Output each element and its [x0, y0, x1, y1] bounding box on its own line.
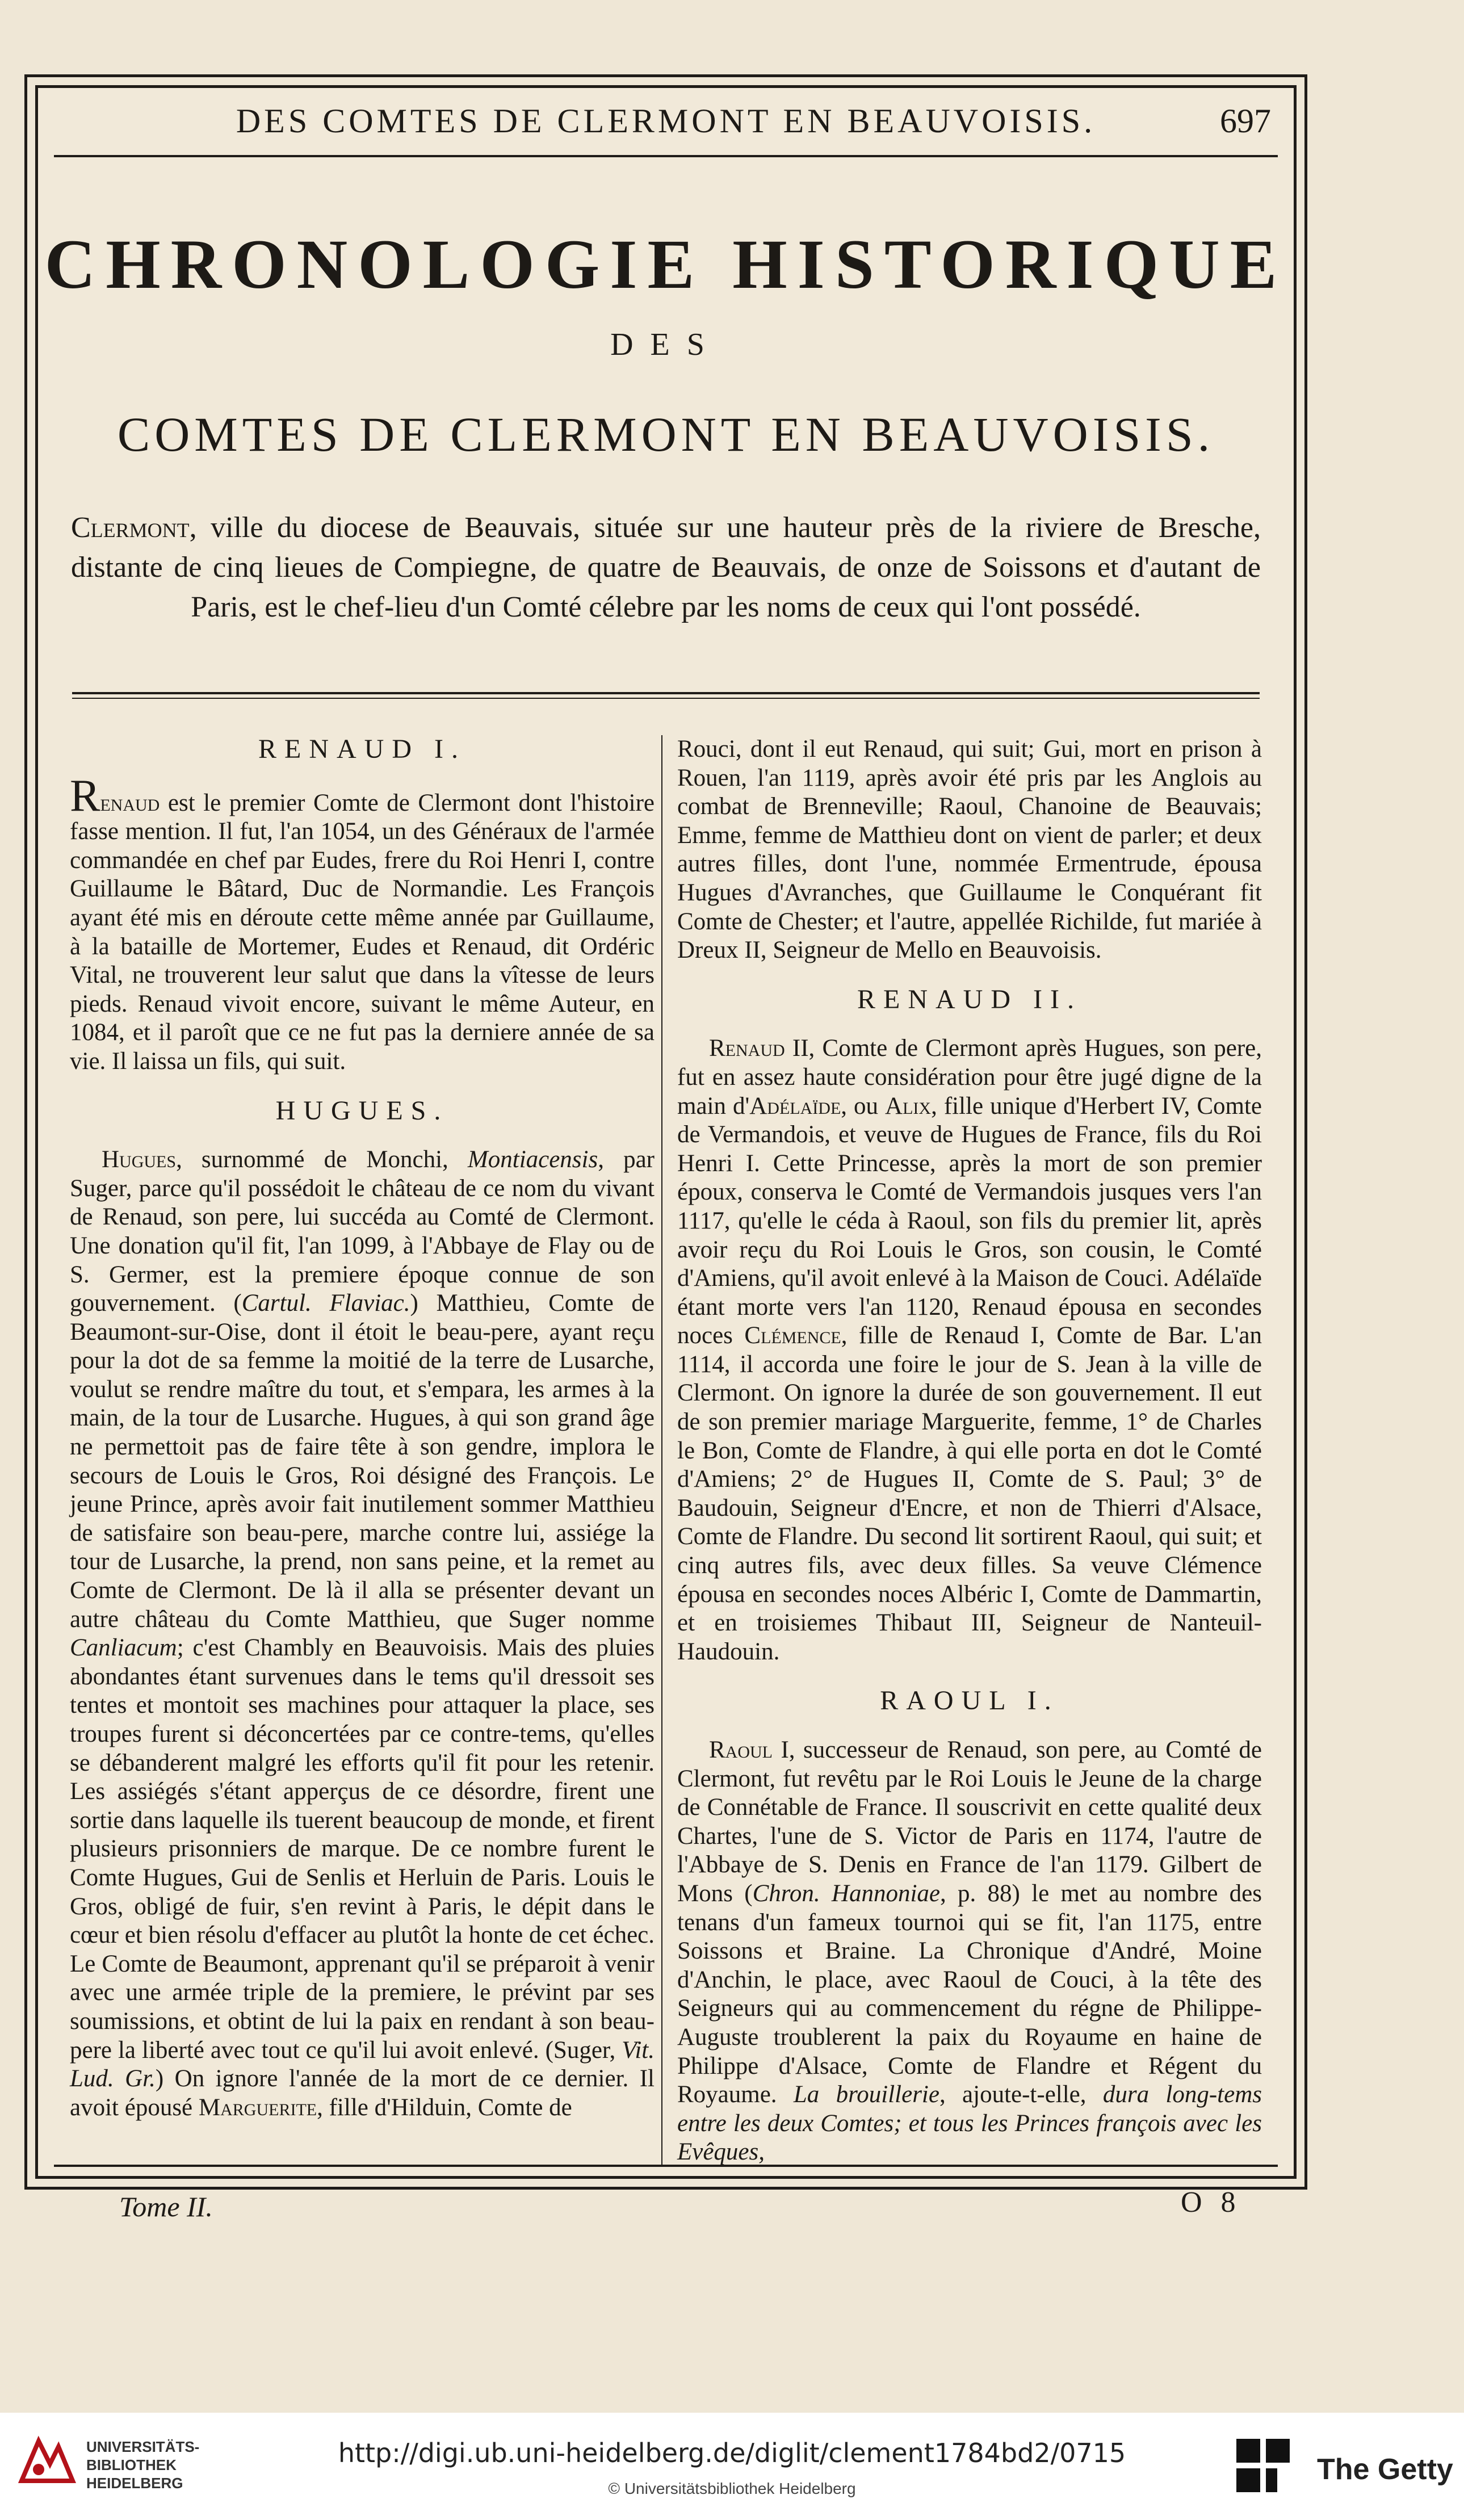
heading-hugues: HUGUES.	[275, 1095, 449, 1126]
section-rule	[72, 692, 1260, 694]
paragraph-lead: Renaud	[709, 1035, 785, 1062]
copyright-notice: © Universitätsbibliothek Heidelberg	[608, 2480, 856, 2497]
italic-text: dura long-tems entre les deux Comtes; et tous les Princes françois avec les Evêques,	[677, 2081, 1262, 2166]
paragraph-text: ) Matthieu, Comte de Beaumont-sur-Oise, dont il étoit le beau-pere, ayant reçu pour la dot de sa femme la moitié de la terre de Lusarche, voulut se rendre maître du tout, et s'empara, les armes à la main, de la tour de Lusarche. Hugues, à qui son grand âge ne permettoit pas de faire tête à son gendre, implora le secours de Louis le Gros, Roi désigné des François. Le jeune Prince, après avoir fait inutilement sommer Matthieu de satisfaire son beau-pere, marche contre lui, assiége la tour de Lusarche, la prend, non sans peine, et la remet au Comte de Clermont. De là il alla se présenter devant un autre château du Comte Matthieu, que Suger nomme	[70, 1290, 655, 1633]
paragraph-lead: Raoul	[709, 1737, 773, 1763]
paragraph-text: est le premier Comte de Clermont dont l'histoire fasse mention. Il fut, l'an 1054, un des Généraux de l'armée commandée en chef par Eudes, frere du Roi Henri I, contre Guillaume le Bâtard, Duc de Normandie. Les François ayant été mis en déroute cette même année par Guillaume, à la bataille de Mortemer, Eudes et Renaud, dit Ordéric Vital, ne trouverent leur salut que dans la vîtesse de leurs pieds. Renaud vivoit encore, suivant le même Auteur, en 1084, et il paroît que ce ne fut pas la derniere année de sa vie. Il laissa un fils, qui suit.	[70, 789, 655, 1075]
running-head: DES COMTES DE CLERMONT EN BEAUVOISIS.	[236, 102, 1096, 140]
bottom-rule	[54, 2165, 1278, 2167]
library-name-line: BIBLIOTHEK	[86, 2456, 177, 2473]
paragraph-continued: Rouci, dont il eut Renaud, qui suit; Gui, mort en prison à Rouen, l'an 1119, après avoir été pris par les Anglois au combat de Brenneville; Raoul, Chanoine de Beauvais; Emme, femme de Matthieu dont on vient de parler; et deux autres filles, dont l'une, nommée Ermentrude, épousa Hugues d'Avranches, que Guillaume le Conquérant fit Comte de Chester; et l'autre, appellée Richilde, fut mariée à Dreux II, Seigneur de Mello en Beauvoisis.	[677, 736, 1262, 964]
printer-signature: O 8	[1181, 2186, 1241, 2219]
page-number: 697	[1220, 102, 1271, 140]
italic-text: La brouillerie	[793, 2081, 939, 2108]
permalink-url[interactable]: http://digi.ub.uni-heidelberg.de/diglit/clement1784bd2/0715	[338, 2438, 1126, 2468]
getty-logo-icon	[1232, 2434, 1294, 2497]
smallcaps-name: Clémence	[744, 1322, 841, 1349]
head-rule	[54, 155, 1278, 157]
paragraph-lead: Hugues	[102, 1146, 177, 1173]
page-subtitle: COMTES DE CLERMONT EN BEAUVOISIS.	[117, 407, 1215, 462]
paragraph-hugues	[70, 1146, 655, 2122]
library-name-line: UNIVERSITÄTS-	[86, 2438, 200, 2455]
paragraph-text: ; c'est Chambly en Beauvoisis. Mais des pluies abondantes étant survenues dans le tems qu'il dressoit ses tentes et montoit ses machines pour attaquer la place, ses troupes furent si déconcertées par ce contre-tems, qu'elles se débanderent malgré les efforts qu'il fit pour les retenir. Les assiégés s'étant apperçus de ce désordre, firent une sortie dans laquelle ils tuerent beaucoup de monde, et firent plusieurs prisonniers de marque. De ce nombre furent le Comte Hugues, Gui de Senlis et Herluin de Paris. Louis le Gros, obligé de fuir, s'en revint à Paris, le dépit dans le cœur et bien résolu d'effacer au plutôt la honte de cet échec. Le Comte de Beaumont, apprenant qu'il se préparoit à venir avec une armée triple de la premiere, le prévint par ses soumissions, et obtint de lui la paix en rendant à son beau-pere la liberté avec tout ce qu'il lui avoit enlevé. (Suger,	[70, 1634, 655, 2064]
heading-raoul-1: RAOUL I.	[880, 1685, 1059, 1716]
library-name-line: HEIDELBERG	[86, 2475, 183, 2492]
smallcaps-name: Marguerite	[198, 2094, 317, 2121]
right-column	[677, 735, 1262, 2167]
paragraph-text: II, Comte de Clermont après Hugues, son pere, fut en assez haute considération pour être jugé digne de la main d'	[677, 1035, 1262, 1119]
page-frame	[35, 85, 1297, 2179]
italic-text: Montiacensis	[467, 1146, 598, 1173]
paragraph-renaud-2	[677, 1034, 1262, 1666]
title-des: DES	[610, 327, 721, 362]
italic-text: Canliacum	[70, 1634, 177, 1662]
paragraph-text: , ajoute-t-elle,	[939, 2081, 1103, 2108]
section-rule-thin	[72, 698, 1260, 699]
volume-label: Tome II.	[119, 2191, 213, 2223]
paragraph-lead: enaud	[100, 789, 160, 816]
heading-renaud-2: RENAUD II.	[857, 984, 1082, 1014]
paragraph-text: , ou	[841, 1092, 886, 1119]
paragraph-text: ) On ignore l'année de la mort de ce dernier. Il avoit épousé	[70, 2065, 655, 2121]
italic-text: Vit. Lud. Gr.	[70, 2036, 655, 2093]
left-column	[70, 735, 655, 2122]
paragraph-renaud-1	[70, 770, 655, 1076]
paragraph-text: , par Suger, parce qu'il possédoit le château de ce nom du vivant de Renaud, son pere, lui succéda au Comté de Clermont. Une donation qu'il fit, l'an 1099, à l'Abbaye de Flay ou de S. Germer, est la premiere époque connue de son gouvernement. (	[70, 1146, 655, 1317]
paragraph-text: I, successeur de Renaud, son pere, au Comté de Clermont, fut revêtu par le Roi Louis le Jeune de la charge de Connétable de France. Il souscrivit en cette qualité deux Chartes, l'une de S. Victor de Paris en 1174, l'autre de l'Abbaye de S. Denis en France de l'an 1179. Gilbert de Mons (	[677, 1737, 1262, 1907]
intro-lead: Clermont	[71, 511, 190, 544]
intro-paragraph	[71, 508, 1261, 627]
italic-text: Cartul. Flaviac.	[241, 1290, 410, 1317]
page-title: CHRONOLOGIE HISTORIQUE	[44, 225, 1287, 303]
heading-renaud-1: RENAUD I.	[258, 734, 466, 764]
paragraph-text: , fille unique d'Herbert IV, Comte de Vermandois, et veuve de Hugues de France, fils du Roi Henri I. Cette Princesse, après la mort de son premier époux, conserva le Comté de Vermandois jusques vers l'an 1117, qu'elle le céda à Raoul, son fils du premier lit, après avoir reçu du Roi Louis le Gros, son cousin, le Comté d'Amiens, qu'il avoit enlevé à la Maison de Couci. Adélaïde étant morte vers l'an 1120, Renaud épousa en secondes noces	[677, 1092, 1262, 1349]
paragraph-text: , fille d'Hilduin, Comte de	[317, 2094, 572, 2121]
paragraph-text: , p. 88) le met au nombre des tenans d'un fameux tournoi qui se fit, l'an 1175, entre Soissons et Braine. La Chronique d'André, Moine d'Anchin, le place, avec Raoul de Couci, à la tête des Seigneurs qui au commencement du régne de Philippe-Auguste troublerent la paix du Royaume en haine de Philippe d'Alsace, Comte de Flandre et Régent du Royaume.	[677, 1880, 1262, 2108]
paragraph-text: , fille de Renaud I, Comte de Bar. L'an 1114, il accorda une foire le jour de S. Jean à la ville de Clermont. On ignore la durée de son gouvernement. Il eut de son premier mariage Marguerite, femme, 1° de Charles le Bon, Comte de Flandre, à qui elle porta en dot le Comté d'Amiens; 2° de Hugues II, Comte de S. Paul; 3° de Baudouin, Seigneur d'Encre, et non de Thierri d'Alsace, Comte de Flandre. Du second lit sortirent Raoul, qui suit; et cinq autres fils, avec deux filles. Sa veuve Clémence épousa en secondes noces Albéric I, Comte de Dammartin, et en troisiemes Thibaut III, Seigneur de Nanteuil-Haudouin.	[677, 1322, 1262, 1665]
italic-text: Chron. Hannoniae	[752, 1880, 940, 1907]
paragraph-text: , surnommé de Monchi,	[176, 1146, 468, 1173]
smallcaps-name: Adélaïde	[749, 1092, 841, 1119]
drop-cap: R	[70, 770, 100, 821]
paragraph-raoul-1	[677, 1736, 1262, 2167]
column-divider	[661, 735, 662, 2166]
digitization-footer	[0, 2413, 1464, 2520]
intro-text: , ville du diocese de Beauvais, située sur une hauteur près de la riviere de Bresche, distante de cinq lieues de Compiegne, de quatre de Beauvais, de onze de Soissons et d'autant de Paris, est le chef-lieu d'un Comté célebre par les noms de ceux qui l'ont possédé.	[71, 511, 1261, 623]
getty-label: The Getty	[1317, 2453, 1453, 2486]
smallcaps-name: Alix	[885, 1092, 932, 1119]
